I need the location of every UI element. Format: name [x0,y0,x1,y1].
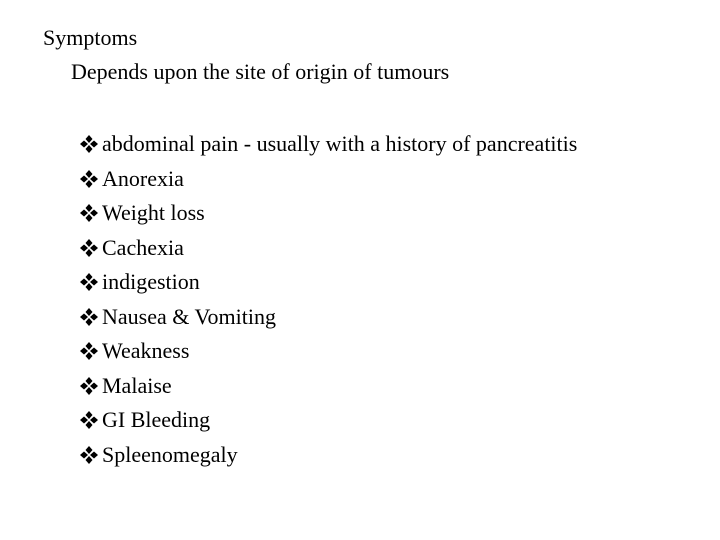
list-item [79,265,577,300]
list-item-text: indigestion [102,269,200,295]
four-diamond-bullet-icon [79,134,99,154]
list-item-text: Weakness [102,338,190,364]
list-item [79,369,577,404]
list-item [79,438,577,473]
list-item-text: Malaise [102,372,172,398]
list-item [79,196,577,231]
slide-subheading: Depends upon the site of origin of tumours [71,59,450,84]
list-item-text: Anorexia [102,165,184,191]
four-diamond-bullet-icon [79,445,99,465]
list-item-text: abdominal pain - usually with a history of pancreatitis [102,131,578,157]
four-diamond-bullet-icon [79,307,99,327]
list-item [79,231,577,266]
list-item-text: Cachexia [102,234,184,260]
list-item-text: Nausea & Vomiting [102,303,276,329]
four-diamond-bullet-icon [79,410,99,430]
list-item [79,334,577,369]
list-item-text: Weight loss [102,200,205,226]
symptom-list [79,127,577,472]
list-item-text: GI Bleeding [102,407,211,433]
four-diamond-bullet-icon [79,272,99,292]
list-item [79,403,577,438]
list-item [79,162,577,197]
four-diamond-bullet-icon [79,203,99,223]
list-item [79,127,577,162]
list-item-text: Spleenomegaly [102,441,238,467]
four-diamond-bullet-icon [79,169,99,189]
four-diamond-bullet-icon [79,341,99,361]
list-item [79,300,577,335]
four-diamond-bullet-icon [79,376,99,396]
slide-heading: Symptoms [43,25,138,50]
four-diamond-bullet-icon [79,238,99,258]
